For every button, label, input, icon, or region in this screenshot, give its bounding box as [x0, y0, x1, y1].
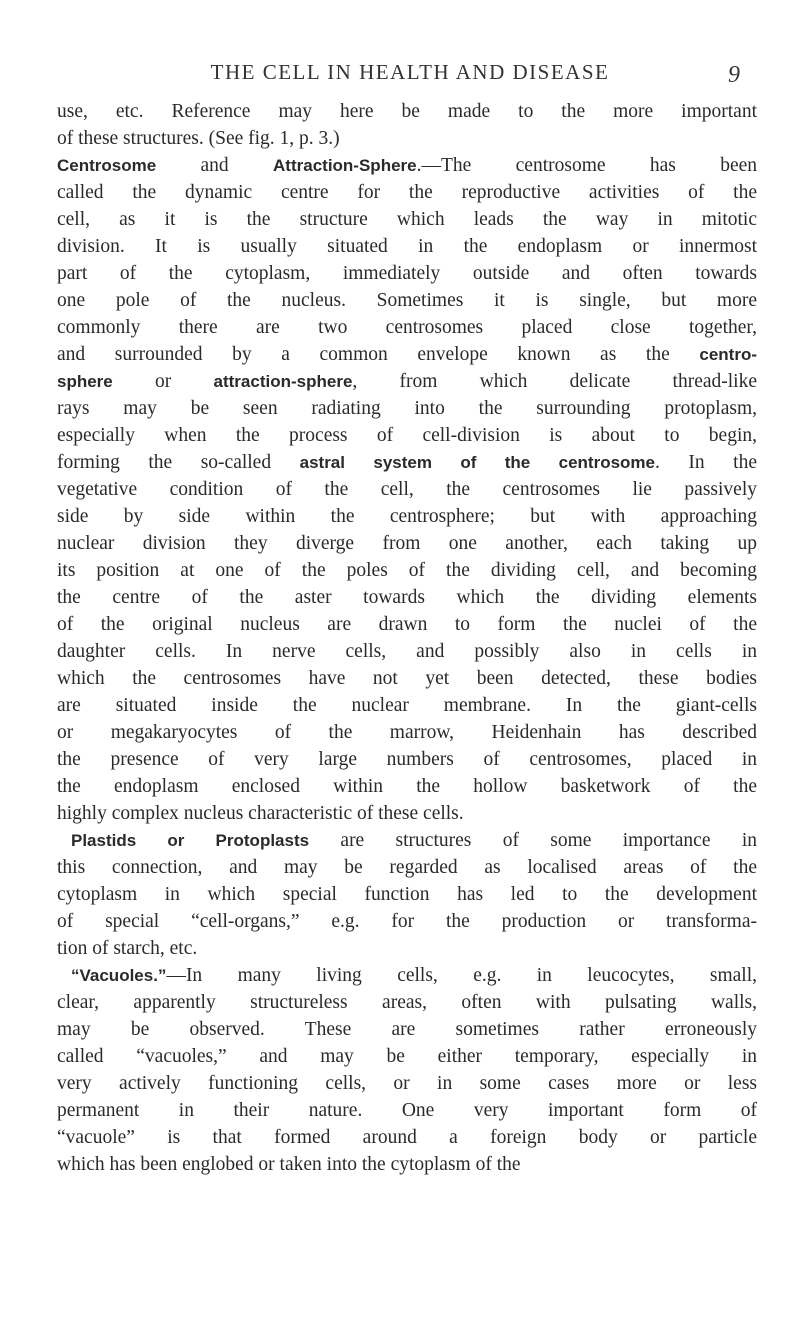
bold-term: sphere	[57, 372, 113, 391]
text-run: —In many living cells, e.g. in leucocytes, small,	[166, 965, 757, 986]
text-run: of the original nucleus are drawn to form the nuclei of the	[57, 614, 757, 635]
text-run: , from which delicate thread-like	[352, 371, 757, 392]
text-line	[57, 800, 757, 827]
text-line	[57, 422, 757, 449]
text-line	[57, 611, 757, 638]
bold-term: centro-	[699, 345, 757, 364]
text-run: especially when the process of cell-division is about to begin,	[57, 425, 757, 446]
page-number: 9	[728, 62, 740, 88]
text-line	[57, 152, 757, 179]
text-line	[57, 719, 757, 746]
text-line	[57, 314, 757, 341]
text-line	[57, 962, 757, 989]
text-line	[57, 260, 757, 287]
text-run: nuclear division they diverge from one another, each taking up	[57, 533, 757, 554]
bold-term: “Vacuoles.”	[71, 966, 167, 985]
text-run: cell, as it is the structure which leads the way in mitotic	[57, 209, 757, 230]
text-run: permanent in their nature. One very important form of	[57, 1100, 757, 1121]
text-run: “vacuole” is that formed around a foreign body or particle	[57, 1127, 757, 1148]
text-line	[57, 827, 757, 854]
text-run: tion of starch, etc.	[57, 938, 198, 959]
text-run: clear, apparently structureless areas, often with pulsating walls,	[57, 992, 757, 1013]
text-run: may be observed. These are sometimes rather erroneously	[57, 1019, 757, 1040]
text-run: which has been englobed or taken into the cytoplasm of the	[57, 1154, 521, 1175]
text-line	[57, 395, 757, 422]
text-run: of these structures. (See fig. 1, p. 3.)	[57, 128, 340, 149]
text-line	[57, 935, 757, 962]
text-line	[57, 638, 757, 665]
text-run: and	[156, 155, 274, 176]
bold-term: Attraction-Sphere	[273, 156, 417, 175]
text-line	[57, 206, 757, 233]
text-run: side by side within the centrosphere; but with approaching	[57, 506, 757, 527]
text-line	[57, 368, 757, 395]
bold-term: astral system of the centrosome	[299, 453, 655, 472]
text-line	[57, 179, 757, 206]
text-run: the presence of very large numbers of centrosomes, placed in	[57, 749, 757, 770]
text-line	[57, 1151, 757, 1178]
text-run: the centre of the aster towards which the dividing elements	[57, 587, 757, 608]
text-line	[57, 881, 757, 908]
text-run: .—The centrosome has been	[416, 155, 757, 176]
text-run: which the centrosomes have not yet been detected, these bodies	[57, 668, 757, 689]
text-run: or megakaryocytes of the marrow, Heidenhain has described	[57, 722, 757, 743]
text-line	[57, 1043, 757, 1070]
text-line	[57, 1097, 757, 1124]
text-line	[57, 746, 757, 773]
text-run: or	[112, 371, 214, 392]
text-line	[57, 692, 757, 719]
text-run: vegetative condition of the cell, the centrosomes lie passively	[57, 479, 757, 500]
text-run: this connection, and may be regarded as localised areas of the	[57, 857, 757, 878]
text-line	[57, 1070, 757, 1097]
text-run: highly complex nucleus characteristic of these cells.	[57, 803, 464, 824]
text-run: part of the cytoplasm, immediately outside and often towards	[57, 263, 757, 284]
text-run: its position at one of the poles of the dividing cell, and becoming	[57, 560, 757, 581]
text-line	[57, 287, 757, 314]
text-line	[57, 665, 757, 692]
text-run: are situated inside the nuclear membrane. In the giant-cells	[57, 695, 757, 716]
text-line	[57, 557, 757, 584]
text-line	[57, 908, 757, 935]
text-run: one pole of the nucleus. Sometimes it is single, but more	[57, 290, 757, 311]
text-line	[57, 584, 757, 611]
running-title: THE CELL IN HEALTH AND DISEASE	[210, 60, 610, 84]
text-line	[57, 503, 757, 530]
text-run: use, etc. Reference may here be made to the more important	[57, 101, 757, 122]
text-run: are structures of some importance in	[309, 830, 757, 851]
text-run: called the dynamic centre for the reproductive activities of the	[57, 182, 757, 203]
text-run: forming the so-called	[57, 452, 300, 473]
text-line	[57, 854, 757, 881]
text-line	[57, 989, 757, 1016]
text-run: daughter cells. In nerve cells, and possibly also in cells in	[57, 641, 757, 662]
text-line	[57, 98, 757, 125]
text-run: cytoplasm in which special function has led to the development	[57, 884, 757, 905]
text-run: and surrounded by a common envelope known as the	[57, 344, 700, 365]
bold-term: attraction-sphere	[213, 372, 353, 391]
running-head	[80, 60, 740, 94]
text-run: the endoplasm enclosed within the hollow basketwork of the	[57, 776, 757, 797]
text-line	[57, 1016, 757, 1043]
text-line	[57, 341, 757, 368]
text-line	[57, 125, 757, 152]
text-run: called “vacuoles,” and may be either temporary, especially in	[57, 1046, 757, 1067]
text-run: commonly there are two centrosomes placed close together,	[57, 317, 757, 338]
text-line	[57, 476, 757, 503]
text-line	[57, 1124, 757, 1151]
bold-term: Centrosome	[57, 156, 157, 175]
bold-term: Plastids or Protoplasts	[71, 831, 310, 850]
text-run: of special “cell-organs,” e.g. for the production or transforma-	[57, 911, 757, 932]
text-line	[57, 233, 757, 260]
text-run: very actively functioning cells, or in some cases more or less	[57, 1073, 757, 1094]
body-text	[57, 98, 757, 1178]
text-run: division. It is usually situated in the endoplasm or innermost	[57, 236, 757, 257]
text-line	[57, 530, 757, 557]
text-run: . In the	[655, 452, 757, 473]
text-line	[57, 449, 757, 476]
text-line	[57, 773, 757, 800]
text-run: rays may be seen radiating into the surrounding protoplasm,	[57, 398, 757, 419]
